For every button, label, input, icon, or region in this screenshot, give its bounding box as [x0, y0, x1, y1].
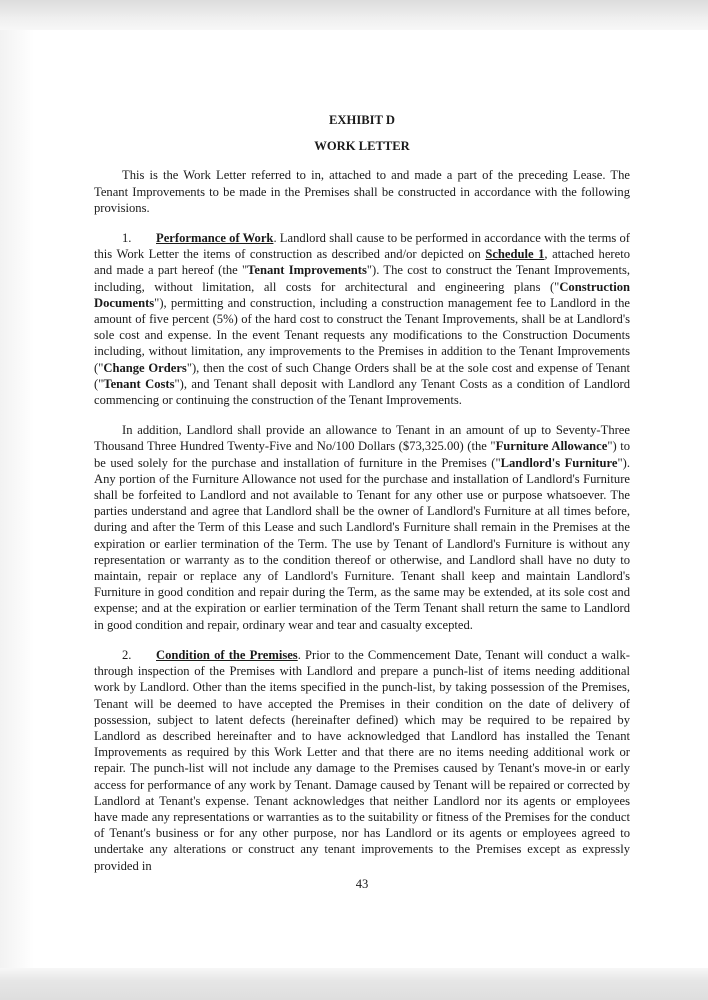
- schedule-1-reference: Schedule 1: [485, 247, 545, 262]
- term-landlords-furniture: Landlord's Furniture: [500, 455, 618, 470]
- section-1-text-b: , attached hereto and made a part hereof (the ": [94, 247, 630, 278]
- section-2-paragraph: [94, 647, 630, 874]
- page-number: 43: [355, 876, 369, 891]
- section-1-text-e: "), then the cost of such Change Orders shall be at the sole cost and expense of Tenant (": [94, 360, 630, 391]
- furniture-text-a: In addition, Landlord shall provide an allowance to Tenant in an amount of up to Seventy-Three Thousand Three Hundred Twenty-Five and No/100 Dollars ($73,325.00) (the ": [94, 423, 630, 454]
- section-1-text-a: . Landlord shall cause to be performed in accordance with the terms of this Work Letter the items of construction as described and/or depicted on: [94, 231, 630, 262]
- section-2-heading: Condition of the Premises: [156, 647, 298, 662]
- section-1-paragraph: [94, 230, 630, 408]
- section-1-number: 1.: [122, 231, 132, 246]
- furniture-text-c: "). Any portion of the Furniture Allowance not used for the purchase and installation of Landlord's Furniture shall be forfeited to Landlord and not available to Tenant for any other use or purpose whatsoever. The parties understand and agree that Landlord shall be the owner of Landlord's Furniture at all times before, during and after the Term of this Lease and such Landlord's Furniture shall remain in the Premises at the expiration or earlier termination of the Term. The use by Tenant of Landlord's Furniture is without any representation or warranty as to the condition thereof or otherwise, and Landlord shall have no duty to maintain, repair or replace any of Landlord's Furniture. Tenant shall keep and maintain Landlord's Furniture in good condition and repair during the Term, as the same may be extended, at its sole cost and expense; and at the expiration or earlier termination of the Term Tenant shall return the same to Landlord in good condition and repair, ordinary wear and tear and casualty excepted.: [94, 455, 630, 632]
- scan-border-top: [0, 0, 708, 30]
- furniture-text-b: ") to be used solely for the purchase and installation of furniture in the Premises (": [94, 439, 631, 470]
- term-tenant-costs: Tenant Costs: [103, 376, 175, 391]
- section-2-text: . Prior to the Commencement Date, Tenant will conduct a walk-through inspection of the Premises with Landlord and prepare a punch-list of items needing additional work by Landlord. Other than the items specified in the punch-list, by taking possession of the Premises, Tenant will be deemed to have accepted the Premises in their condition on the date of delivery of possession, subject to latent defects (hereinafter defined) which may be required to be repaired by Landlord as described hereinafter and to have acknowledged that Landlord has installed the Tenant Improvements as required by this Work Letter and that there are no items needing additional work or repair. The punch-list will not include any damage to the Premises caused by Tenant's move-in or early access for performance of any work by Tenant. Damage caused by Tenant will be repaired or corrected by Landlord at Tenant's expense. Tenant acknowledges that neither Landlord nor its agents or employees have made any representations or warranties as to the suitability or fitness of the Premises for the conduct of Tenant's business or for any other purpose, nor has Landlord or its agents or employees agreed to undertake any alterations or construct any tenant improvements to the Premises except as expressly provided in: [94, 647, 630, 873]
- section-1-heading: Performance of Work: [156, 231, 274, 246]
- term-furniture-allowance: Furniture Allowance: [495, 439, 608, 454]
- document-title: WORK LETTER: [314, 139, 410, 154]
- document-page: [94, 112, 630, 892]
- term-construction-documents: Construction Documents: [94, 279, 630, 310]
- term-tenant-improvements: Tenant Improvements: [247, 263, 367, 278]
- exhibit-title: EXHIBIT D: [329, 113, 395, 127]
- section-1-text-c: "). The cost to construct the Tenant Improvements, including, without limitation, all costs for architectural and engineering plans (": [94, 263, 630, 294]
- furniture-allowance-paragraph: [94, 422, 630, 633]
- scan-border-left: [0, 30, 34, 968]
- scan-border-bottom: [0, 968, 708, 1000]
- section-1-text-f: "), and Tenant shall deposit with Landlord any Tenant Costs as a condition of Landlord commencing or continuing the construction of the Tenant Improvements.: [94, 376, 630, 408]
- term-change-orders: Change Orders: [103, 360, 187, 375]
- section-1-text-d: "), permitting and construction, including a construction management fee to Landlord in the amount of five percent (5%) of the hard cost to construct the Tenant Improvements, shall be at Landlord's sole cost and expense. In the event Tenant requests any modifications to the Construction Documents including, without limitation, any improvements to the Premises in addition to the Tenant Improvements (": [94, 295, 630, 375]
- section-2-number: 2.: [122, 647, 132, 662]
- intro-paragraph: This is the Work Letter referred to in, attached to and made a part of the preceding Lease. The Tenant Improvements to be made in the Premises shall be constructed in accordance with the following provisions.: [94, 168, 630, 215]
